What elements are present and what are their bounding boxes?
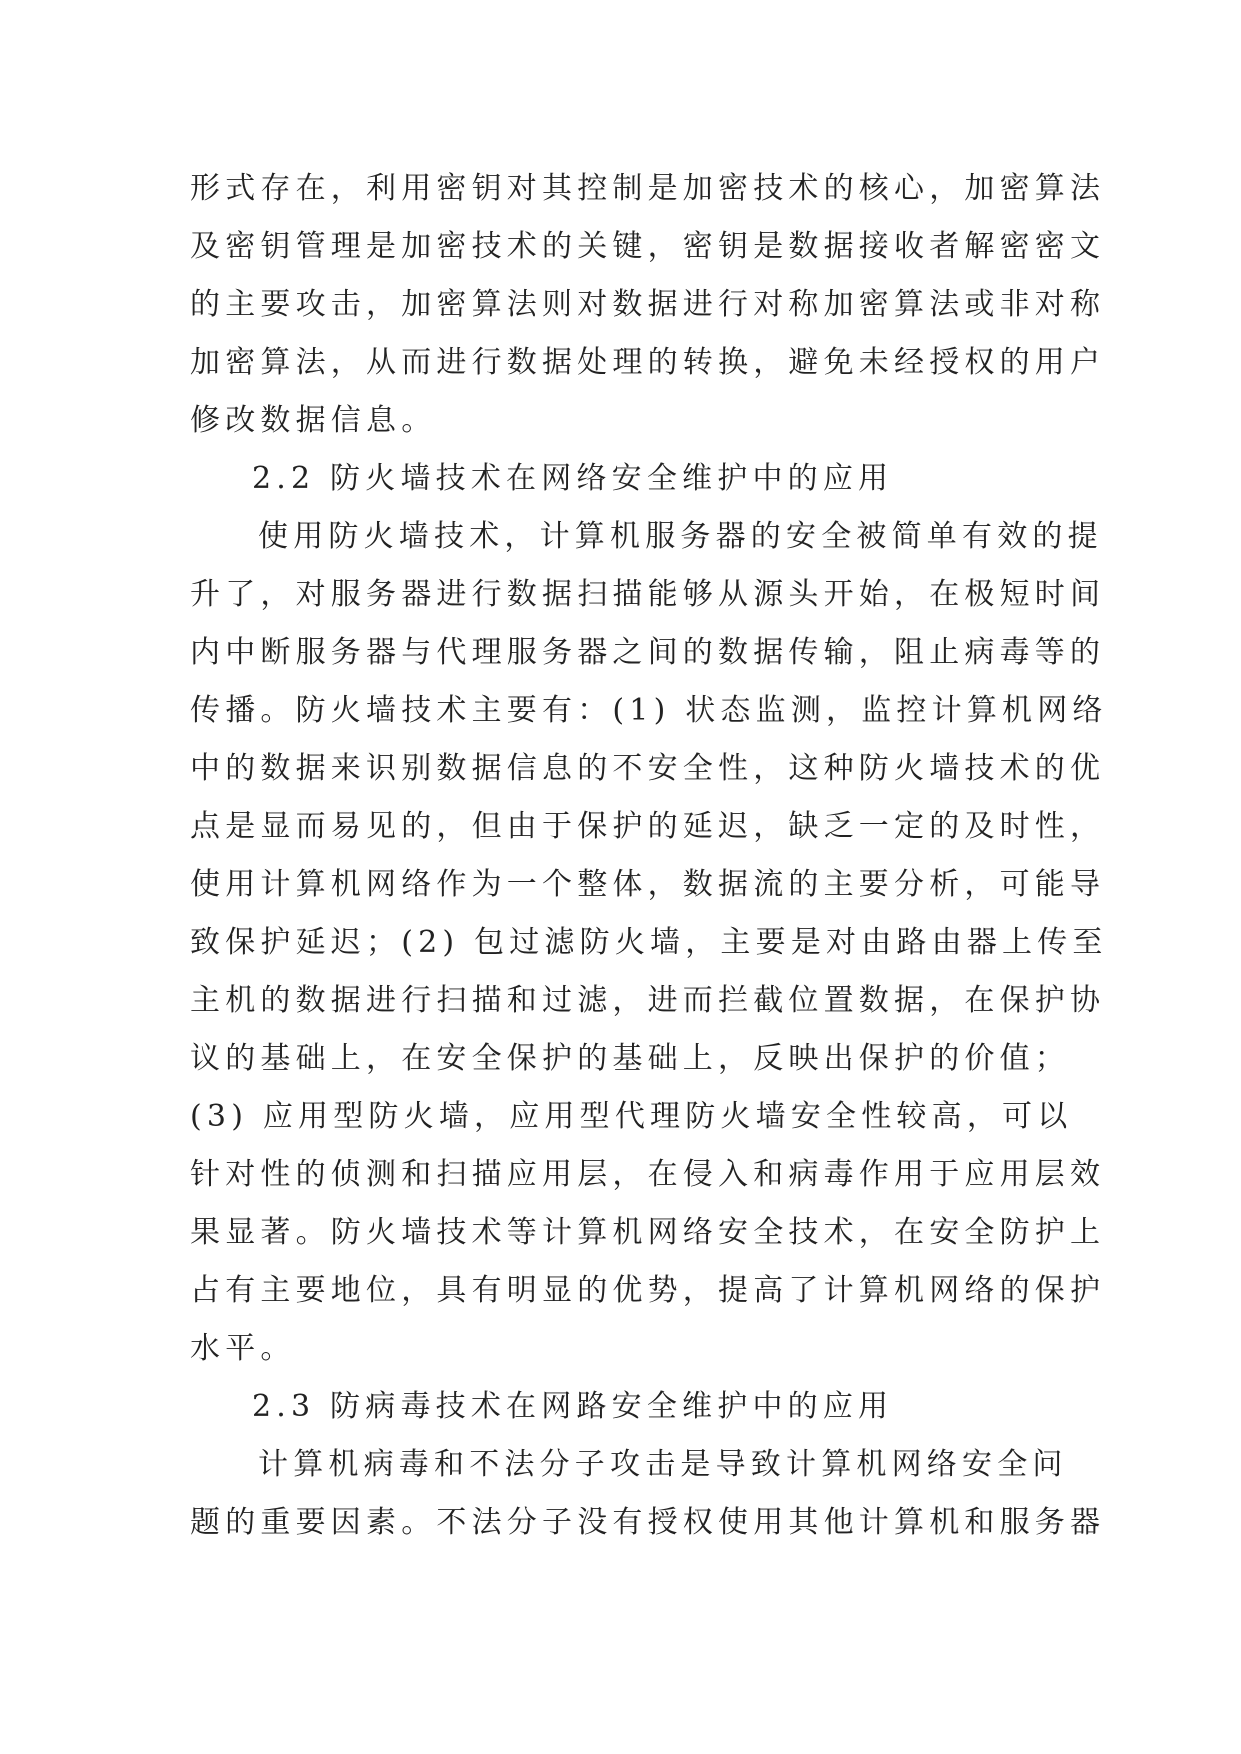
paragraph-line: 题的重要因素。不法分子没有授权使用其他计算机和服务器 (190, 1505, 1106, 1540)
paragraph-line: 传播。防火墙技术主要有：(1) 状态监测，监控计算机网络 (190, 693, 1108, 728)
section-heading-2-3: 2.3 防病毒技术在网路安全维护中的应用 (252, 1389, 894, 1424)
paragraph-line: 使用防火墙技术，计算机服务器的安全被简单有效的提 (258, 519, 1103, 554)
paragraph-line: (3) 应用型防火墙，应用型代理防火墙安全性较高，可以 (190, 1099, 1073, 1134)
paragraph-line: 内中断服务器与代理服务器之间的数据传输，阻止病毒等的 (190, 635, 1106, 670)
paragraph-line: 针对性的侦测和扫描应用层，在侵入和病毒作用于应用层效 (190, 1157, 1106, 1192)
paragraph-encryption-continued (190, 160, 1106, 450)
paragraph-line: 使用计算机网络作为一个整体，数据流的主要分析，可能导 (190, 867, 1106, 902)
paragraph-antivirus (190, 1436, 1106, 1552)
paragraph-line: 主机的数据进行扫描和过滤，进而拦截位置数据，在保护协 (190, 983, 1106, 1018)
paragraph-line: 致保护延迟；(2) 包过滤防火墙，主要是对由路由器上传至 (190, 925, 1108, 960)
document-body (190, 160, 1108, 1552)
paragraph-line: 及密钥管理是加密技术的关键，密钥是数据接收者解密密文 (190, 229, 1106, 264)
paragraph-firewall (190, 508, 1108, 1378)
paragraph-line: 议的基础上，在安全保护的基础上，反映出保护的价值； (190, 1041, 1070, 1076)
paragraph-line: 点是显而易见的，但由于保护的延迟，缺乏一定的及时性， (190, 809, 1106, 844)
paragraph-line: 升了，对服务器进行数据扫描能够从源头开始，在极短时间 (190, 577, 1106, 612)
paragraph-line: 计算机病毒和不法分子攻击是导致计算机网络安全问 (258, 1447, 1068, 1482)
paragraph-line: 果显著。防火墙技术等计算机网络安全技术，在安全防护上 (190, 1215, 1106, 1250)
paragraph-line: 的主要攻击，加密算法则对数据进行对称加密算法或非对称 (190, 287, 1106, 322)
paragraph-line: 形式存在，利用密钥对其控制是加密技术的核心，加密算法 (190, 171, 1106, 206)
paragraph-line: 占有主要地位，具有明显的优势，提高了计算机网络的保护 (190, 1273, 1106, 1308)
paragraph-line: 中的数据来识别数据信息的不安全性，这种防火墙技术的优 (190, 751, 1106, 786)
paragraph-line: 修改数据信息。 (190, 403, 437, 438)
paragraph-line: 加密算法，从而进行数据处理的转换，避免未经授权的用户 (190, 345, 1106, 380)
paragraph-line: 水平。 (190, 1331, 296, 1366)
section-heading-2-2: 2.2 防火墙技术在网络安全维护中的应用 (252, 461, 894, 496)
